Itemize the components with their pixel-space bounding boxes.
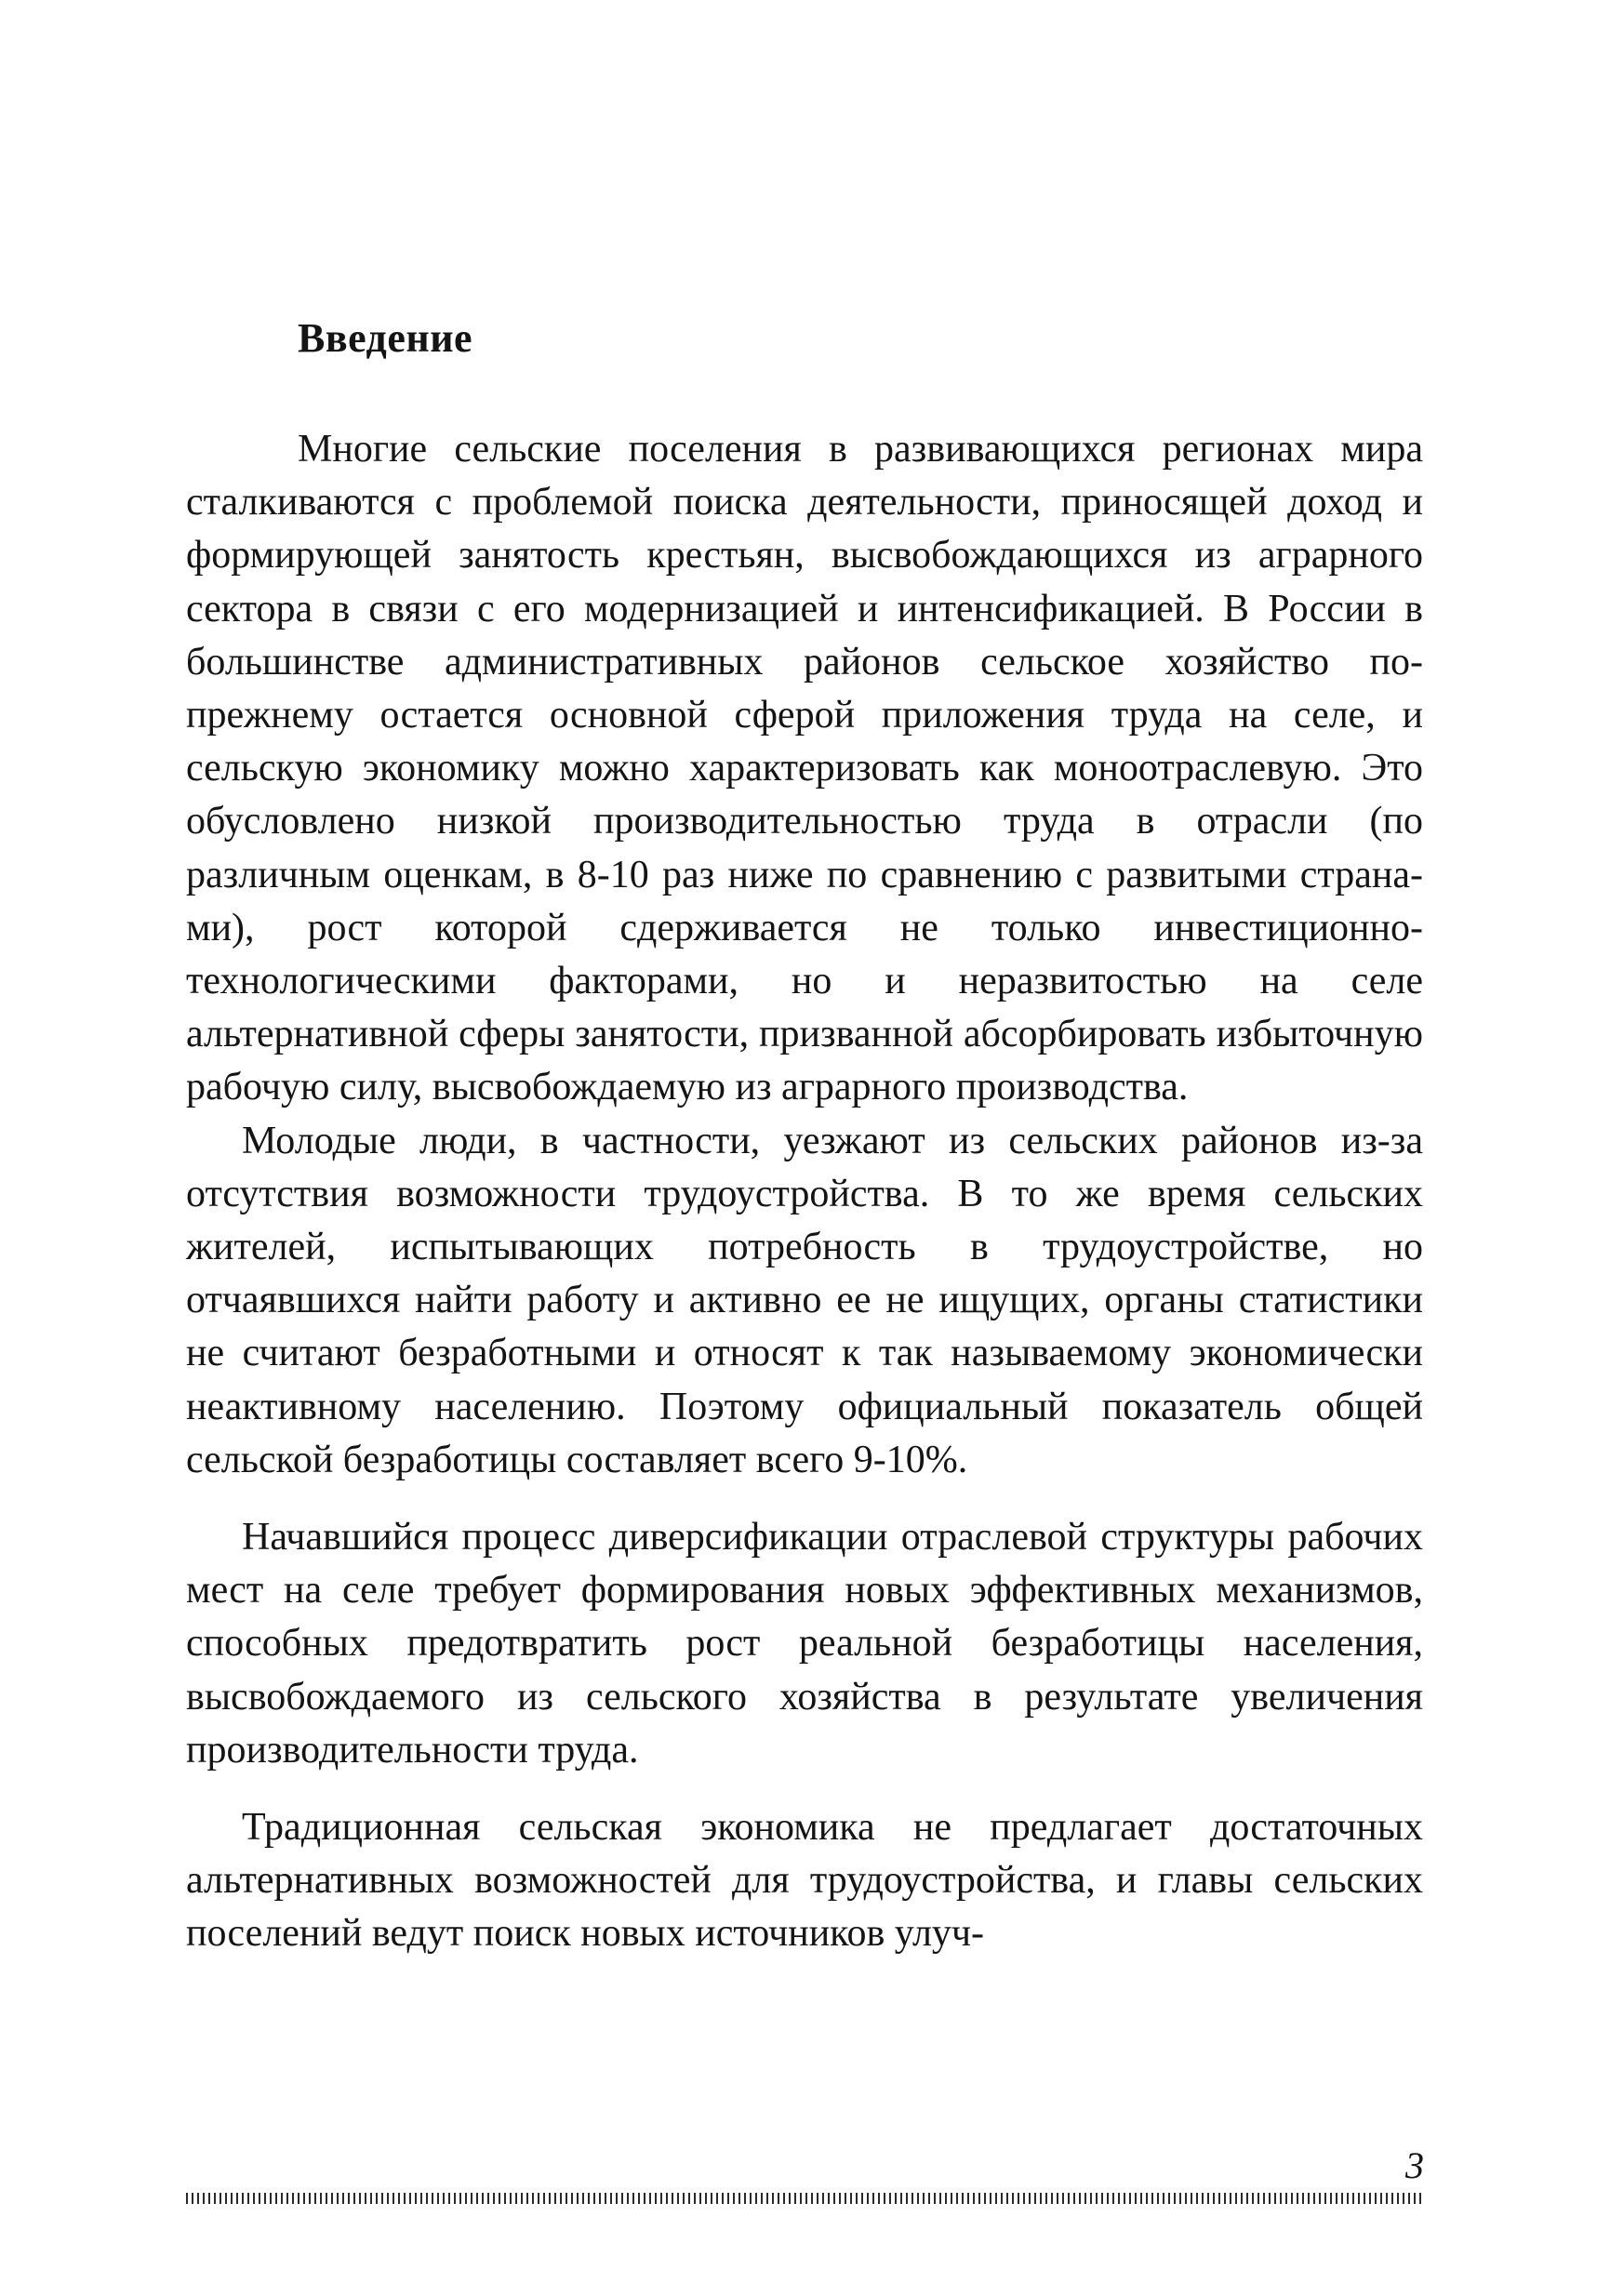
page-number: 3 xyxy=(1405,2144,1424,2186)
paragraph-2: Молодые люди, в частности, уезжают из сельских районов из-за отсутствия возможности трудоустройства. В то же время сельских жителей, испытывающих потребность в трудоустройстве, но отчаявшихся найти работу и активно ее не ищущих, органы статистики не считают безработными и относят к так называемому экономически неактивному населению. Поэтому официальный показатель общей сельской безработицы составляет всего 9-10%. xyxy=(186,1119,1423,1481)
paragraph-3: Начавшийся процесс диверсификации отраслевой структуры рабочих мест на селе требует формирования новых эффективных механизмов, способных предотвратить рост реальной безработицы населения, высвобождаемого из сельского хозяйства в результате увеличения производительности труда. xyxy=(186,1516,1423,1772)
paragraph-1: Многие сельские поселения в развивающихся регионах мира сталкиваются с проблемой поиска деятельности, приносящей доход и формирующей занятость крестьян, высвобождающихся из аграрного сектора в связи с его модернизацией и интенсификацией. В России в большинстве административных районов сельское хозяйство по-прежнему остается основной сферой приложения труда на селе, и сельскую экономику можно характеризовать как моноотраслевую. Это обусловлено низкой производительностью труда в отрасли (по различным оценкам, в 8-10 раз ниже по сравнению с развитыми странами), рост которой сдерживается не только инвестиционно-технологическими факторами, но и неразвитостью на селе альтернативной сферы занятости, призванной абсорбировать избыточную рабочую силу, высвобождаемую из аграрного производства. xyxy=(186,428,1423,1109)
paragraph-4: Традиционная сельская экономика не предлагает достаточных альтернативных возможностей для трудоустройства, и главы сельских поселений ведут поиск новых источников улуч- xyxy=(186,1806,1423,1956)
footer-decorative-rule xyxy=(186,2193,1423,2204)
section-heading: Введение xyxy=(298,315,473,361)
body-text xyxy=(186,423,1423,1961)
